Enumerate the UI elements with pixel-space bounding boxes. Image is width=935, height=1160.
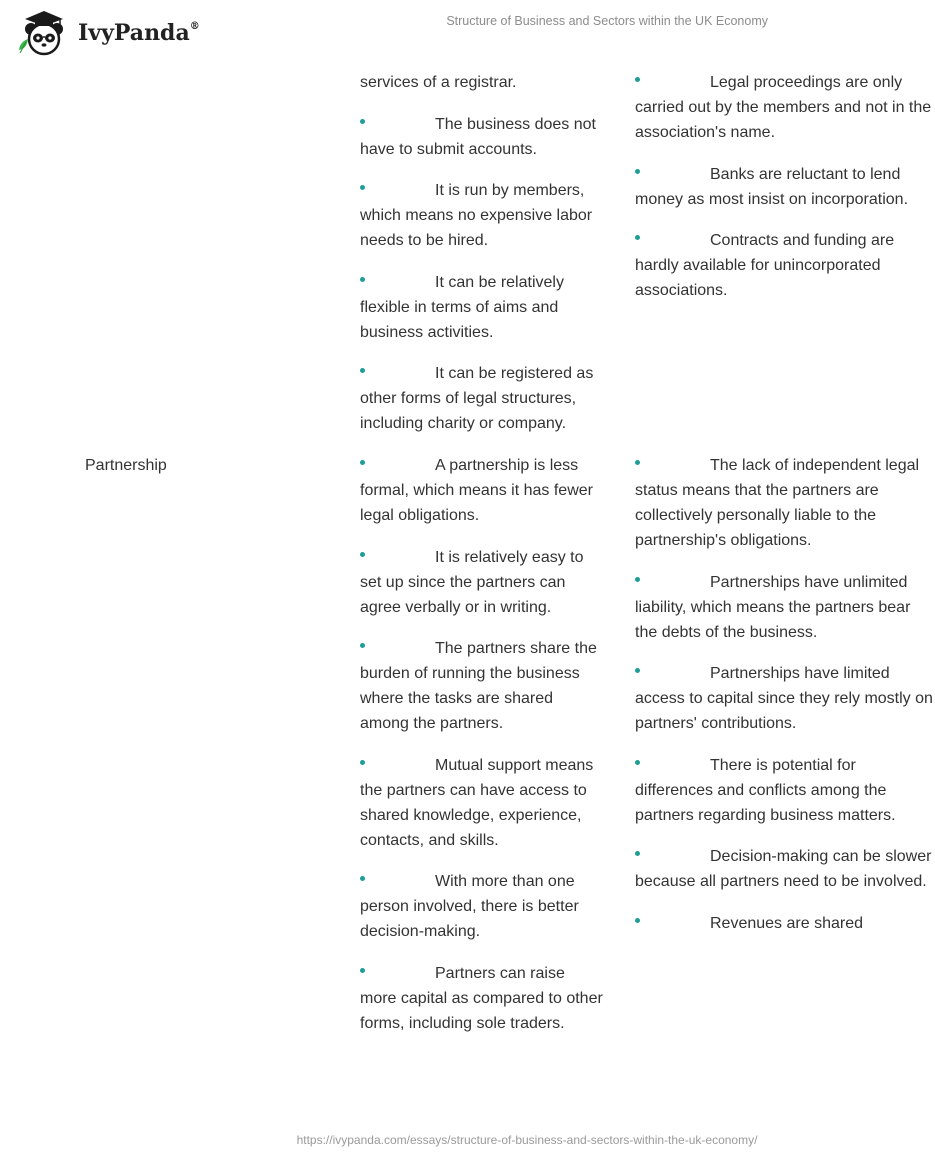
bullet-icon [360,636,435,661]
list-item: With more than one person involved, there is better decision-making. [360,869,605,944]
bullet-icon [360,361,435,386]
list-item: It is relatively easy to set up since the partners can agree verbally or in writing. [360,545,605,620]
disadvantages-column-row2 [635,453,935,952]
logo-wordmark: IvyPanda® [78,20,200,46]
ivypanda-logo[interactable] [16,9,216,57]
bullet-icon [360,270,435,295]
bullet-icon [360,453,435,478]
comparison-table [0,62,933,1122]
list-item: Revenues are shared [635,911,935,936]
bullet-icon [360,178,435,203]
page-footer [0,1133,800,1147]
bullet-icon [360,961,435,986]
document-title: Structure of Business and Sectors within the UK Economy [446,14,768,28]
continuation-text: services of a registrar. [360,74,517,91]
list-item: Mutual support means the partners can have access to shared knowledge, experience, contacts, and skills. [360,753,605,853]
panda-logo-icon [16,9,74,57]
page-header [0,0,800,62]
bullet-icon [360,112,435,137]
list-item: Partnerships have unlimited liability, which means the partners bear the debts of the business. [635,570,935,645]
bullet-icon [360,753,435,778]
list-item: A partnership is less formal, which means it has fewer legal obligations. [360,453,605,528]
advantages-column-row1 [360,70,605,453]
source-url-link[interactable]: https://ivypanda.com/essays/structure-of-business-and-sectors-within-the-uk-economy/ [296,1133,758,1147]
advantages-column-row2 [360,453,605,1052]
list-item: It is run by members, which means no expensive labor needs to be hired. [360,178,605,253]
bullet-icon [635,911,710,936]
list-item: Partners can raise more capital as compared to other forms, including sole traders. [360,961,605,1036]
list-item: It can be relatively flexible in terms of aims and business activities. [360,270,605,345]
bullet-icon [635,228,710,253]
list-item: The partners share the burden of running the business where the tasks are shared among the partners. [360,636,605,736]
list-item: Partnerships have limited access to capital since they rely mostly on partners' contributions. [635,661,935,736]
list-item: It can be registered as other forms of legal structures, including charity or company. [360,361,605,436]
bullet-icon [635,453,710,478]
bullet-icon [635,162,710,187]
list-item: Legal proceedings are only carried out by the members and not in the association's name. [635,70,935,145]
list-item: There is potential for differences and conflicts among the partners regarding business matters. [635,753,935,828]
list-item: The lack of independent legal status means that the partners are collectively personally liable to the partnership's obligations. [635,453,935,553]
bullet-icon [360,545,435,570]
list-item: The business does not have to submit accounts. [360,112,605,162]
list-item: Banks are reluctant to lend money as most insist on incorporation. [635,162,935,212]
bullet-icon [635,753,710,778]
bullet-icon [635,70,710,95]
row-label-partnership: Partnership [85,457,167,474]
bullet-icon [635,570,710,595]
bullet-icon [635,844,710,869]
list-item: Decision-making can be slower because all partners need to be involved. [635,844,935,894]
bullet-icon [635,661,710,686]
list-item: Contracts and funding are hardly available for unincorporated associations. [635,228,935,303]
disadvantages-column-row1 [635,70,935,320]
bullet-icon [360,869,435,894]
